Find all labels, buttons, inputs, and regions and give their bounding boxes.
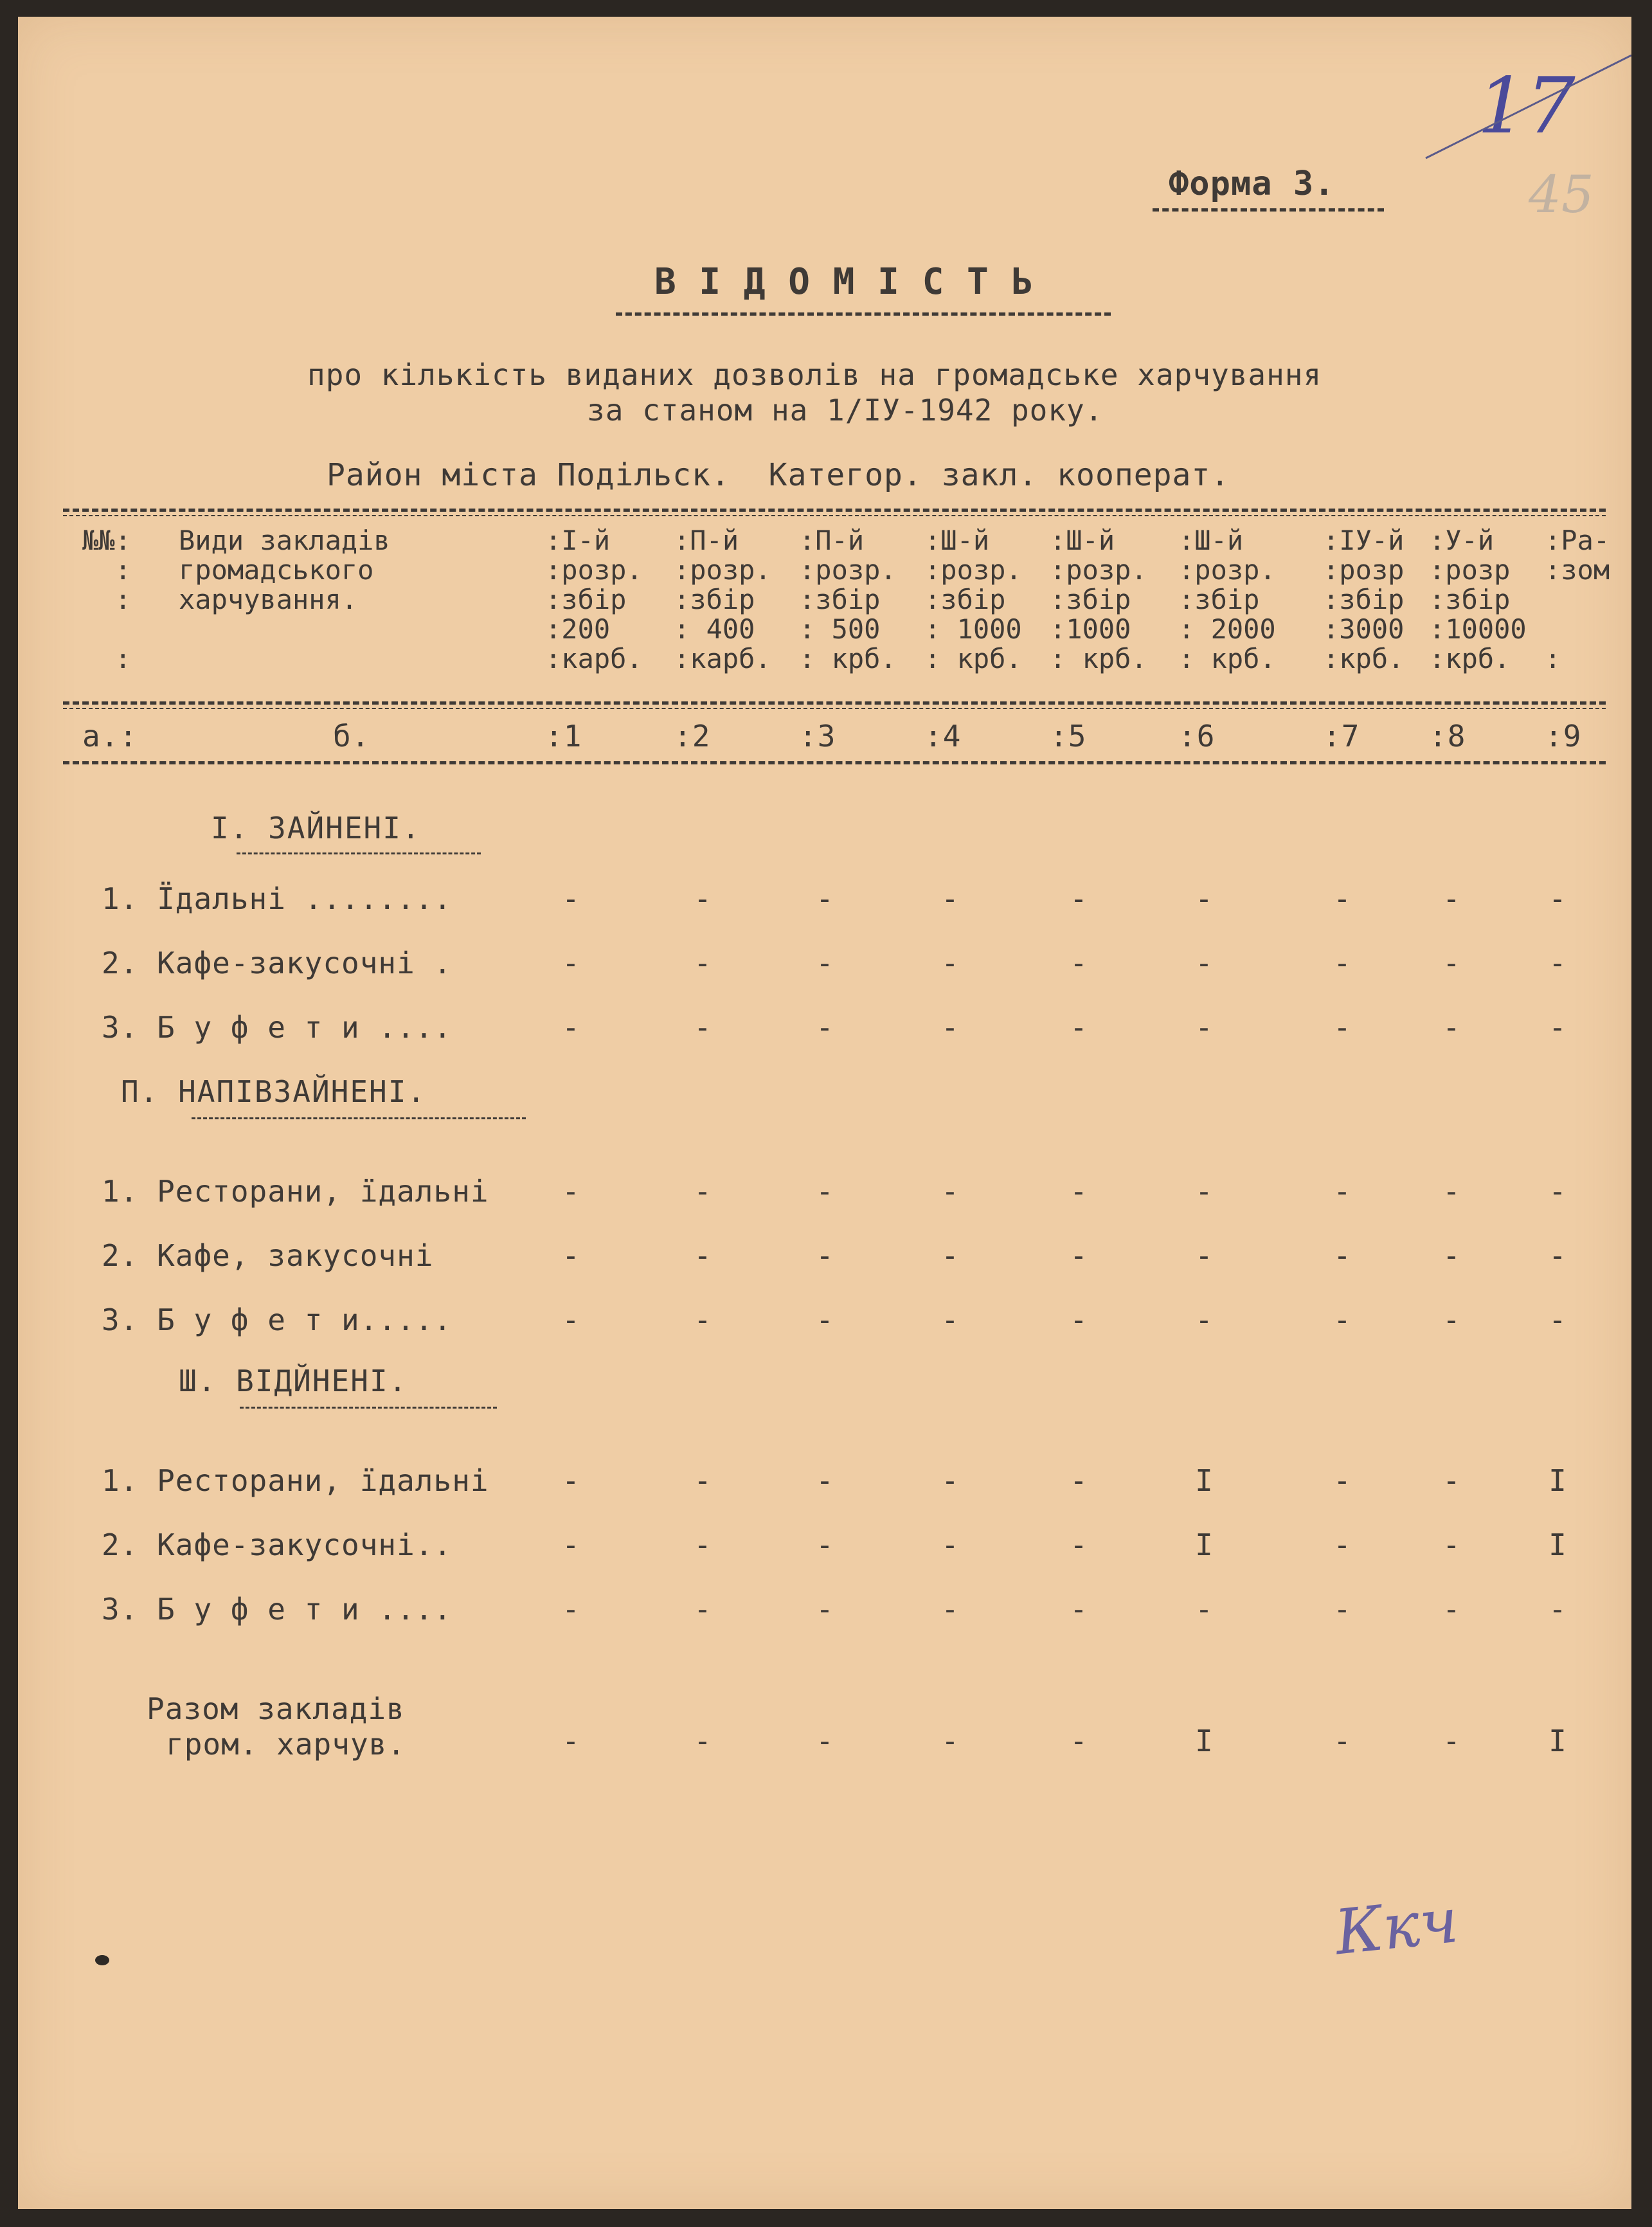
table-cell: -: [562, 1592, 580, 1627]
section-2-title: П. НАПІВЗАЙНЕНІ.: [121, 1074, 427, 1109]
table-cell: -: [816, 1238, 834, 1273]
header-col-7: :ІУ-й :розр :збір :3000 :крб.: [1323, 525, 1405, 674]
table-cell: І: [1195, 1528, 1213, 1562]
table-cell: І: [1549, 1528, 1567, 1562]
total-cell: -: [941, 1724, 959, 1758]
header-col-8: :У-й :розр :збір :10000 :крб.: [1429, 525, 1527, 674]
table-cell: -: [1333, 1528, 1351, 1562]
table-cell: -: [694, 1303, 712, 1337]
table-cell: -: [694, 1238, 712, 1273]
section-1-title: І. ЗАЙНЕНІ.: [211, 811, 421, 845]
table-cell: -: [1195, 1303, 1213, 1337]
table-top-rule: [63, 509, 1606, 512]
table-cell: -: [816, 1174, 834, 1209]
total-cell: -: [816, 1724, 834, 1758]
header-col-6: :Ш-й :розр. :збір : 2000 : крб.: [1178, 525, 1276, 674]
index-col-5: :5: [1050, 719, 1087, 753]
table-cell: -: [816, 1303, 834, 1337]
total-cell: -: [1333, 1724, 1351, 1758]
table-cell: -: [1195, 1010, 1213, 1045]
s1-row-1-label: 1. Їдальні ........: [102, 881, 453, 916]
index-col-4: :4: [924, 719, 962, 753]
total-label-line1: Разом закладів: [147, 1691, 405, 1726]
table-cell: -: [941, 1463, 959, 1498]
signature-text: Ккч: [1331, 1884, 1462, 1969]
table-cell: -: [694, 1528, 712, 1562]
s1-row-3-label: 3. Б у ф е т и ....: [102, 1010, 453, 1045]
table-cell: -: [941, 1010, 959, 1045]
table-cell: -: [816, 946, 834, 980]
index-col-9: :9: [1545, 719, 1582, 753]
s2-row-1-label: 1. Ресторани, їдальні: [102, 1174, 489, 1209]
header-kind: Види закладів громадського харчування.: [179, 525, 390, 615]
archive-old-page-number: 45: [1529, 165, 1594, 224]
document-page: [18, 17, 1631, 2209]
table-cell: -: [1442, 1010, 1460, 1045]
table-cell: -: [1070, 1010, 1088, 1045]
section-2-underline: [192, 1117, 526, 1119]
table-cell: -: [941, 1174, 959, 1209]
table-cell: -: [1333, 1238, 1351, 1273]
archive-page-number: 17: [1477, 62, 1576, 151]
table-cell: -: [562, 946, 580, 980]
table-cell: -: [941, 881, 959, 916]
table-cell: -: [1070, 1174, 1088, 1209]
table-cell: -: [1442, 1174, 1460, 1209]
table-cell: -: [1333, 1303, 1351, 1337]
index-kind: б.: [333, 719, 370, 753]
table-cell: -: [1549, 1010, 1567, 1045]
section-3-title: Ш. ВІДЙНЕНІ.: [179, 1364, 408, 1398]
total-cell: -: [694, 1724, 712, 1758]
table-cell: -: [1333, 1010, 1351, 1045]
table-cell: -: [1549, 1238, 1567, 1273]
table-cell: -: [694, 1463, 712, 1498]
table-cell: -: [941, 946, 959, 980]
table-cell: -: [816, 1463, 834, 1498]
table-cell: -: [1333, 1592, 1351, 1627]
total-cell: І: [1195, 1724, 1213, 1758]
table-cell: -: [562, 881, 580, 916]
table-cell: -: [1549, 1174, 1567, 1209]
table-cell: -: [816, 1010, 834, 1045]
table-cell: -: [1195, 1238, 1213, 1273]
table-cell: -: [1070, 1463, 1088, 1498]
table-cell: -: [1442, 1303, 1460, 1337]
index-bottom-rule: [63, 761, 1606, 764]
table-cell: -: [562, 1238, 580, 1273]
index-col-2: :2: [674, 719, 711, 753]
header-col-9: :Ра- :зом :: [1545, 525, 1610, 674]
table-cell: -: [1549, 946, 1567, 980]
table-cell: -: [816, 881, 834, 916]
document-subtitle-line1: про кількість виданих дозволів на громадське харчування: [307, 357, 1322, 392]
s2-row-2-label: 2. Кафе, закусочні: [102, 1238, 434, 1273]
s3-row-3-label: 3. Б у ф е т и ....: [102, 1592, 453, 1627]
table-cell: -: [1549, 1303, 1567, 1337]
index-num: а.:: [82, 719, 138, 753]
signature-mark: [1323, 1875, 1535, 1978]
table-cell: -: [941, 1592, 959, 1627]
table-cell: -: [1333, 1174, 1351, 1209]
table-cell: -: [1070, 1303, 1088, 1337]
table-cell: -: [1442, 1592, 1460, 1627]
table-cell: -: [694, 1174, 712, 1209]
table-cell: -: [1549, 1592, 1567, 1627]
table-cell: -: [1442, 881, 1460, 916]
table-cell: -: [1442, 946, 1460, 980]
table-cell: -: [941, 1303, 959, 1337]
table-cell: -: [941, 1238, 959, 1273]
table-cell: -: [1070, 881, 1088, 916]
table-cell: -: [694, 946, 712, 980]
table-cell: -: [816, 1528, 834, 1562]
total-cell: -: [562, 1724, 580, 1758]
index-col-6: :6: [1178, 719, 1216, 753]
district-category-line: Район міста Подільск. Категор. закл. кооперат.: [327, 457, 1230, 493]
archive-strike-line: [1419, 42, 1631, 171]
table-cell: -: [694, 1010, 712, 1045]
index-col-1: :1: [545, 719, 582, 753]
table-cell: -: [694, 881, 712, 916]
table-cell: -: [1070, 1238, 1088, 1273]
table-cell: -: [1070, 946, 1088, 980]
header-col-5: :Ш-й :розр. :збір :1000 : крб.: [1050, 525, 1147, 674]
total-label-line2: гром. харчув.: [166, 1727, 406, 1762]
s3-row-2-label: 2. Кафе-закусочні..: [102, 1528, 453, 1562]
table-cell: -: [1333, 1463, 1351, 1498]
table-cell: І: [1549, 1463, 1567, 1498]
table-cell: -: [1442, 1528, 1460, 1562]
total-cell: І: [1549, 1724, 1567, 1758]
table-cell: -: [1442, 1238, 1460, 1273]
index-col-8: :8: [1429, 719, 1466, 753]
table-cell: -: [1442, 1463, 1460, 1498]
table-cell: -: [1195, 946, 1213, 980]
table-cell: -: [1070, 1592, 1088, 1627]
document-title: В І Д О М І С Т Ь: [654, 261, 1034, 303]
table-cell: -: [1195, 1174, 1213, 1209]
table-cell: -: [562, 1303, 580, 1337]
table-top-rule-2: [63, 515, 1606, 516]
header-col-2: :П-й :розр. :збір : 400 :карб.: [674, 525, 771, 674]
table-cell: -: [694, 1592, 712, 1627]
header-col-3: :П-й :розр. :збір : 500 : крб.: [799, 525, 897, 674]
stray-mark: [95, 1955, 109, 1965]
header-num: №№: : : :: [82, 525, 131, 674]
index-col-7: :7: [1323, 719, 1360, 753]
table-cell: -: [562, 1528, 580, 1562]
header-col-4: :Ш-й :розр. :збір : 1000 : крб.: [924, 525, 1022, 674]
table-cell: -: [1333, 881, 1351, 916]
table-cell: -: [562, 1463, 580, 1498]
form-label: Форма 3.: [1169, 165, 1335, 203]
document-subtitle-line2: за станом на 1/ІУ-1942 року.: [587, 393, 1104, 428]
s1-row-2-label: 2. Кафе-закусочні .: [102, 946, 453, 980]
title-underline: [616, 312, 1111, 316]
table-cell: І: [1195, 1463, 1213, 1498]
index-col-3: :3: [799, 719, 836, 753]
table-cell: -: [1549, 881, 1567, 916]
total-cell: -: [1070, 1724, 1088, 1758]
header-bottom-rule: [63, 701, 1606, 705]
total-cell: -: [1442, 1724, 1460, 1758]
s3-row-1-label: 1. Ресторани, їдальні: [102, 1463, 489, 1498]
table-cell: -: [1070, 1528, 1088, 1562]
form-label-underline: [1153, 208, 1384, 212]
table-cell: -: [941, 1528, 959, 1562]
s2-row-3-label: 3. Б у ф е т и.....: [102, 1303, 453, 1337]
table-cell: -: [816, 1592, 834, 1627]
table-cell: -: [562, 1174, 580, 1209]
table-cell: -: [1195, 881, 1213, 916]
header-bottom-rule-2: [63, 708, 1606, 709]
section-1-underline: [237, 852, 481, 854]
section-3-underline: [240, 1407, 497, 1409]
header-col-1: :І-й :розр. :збір :200 :карб.: [545, 525, 643, 674]
table-cell: -: [1333, 946, 1351, 980]
table-cell: -: [1195, 1592, 1213, 1627]
table-cell: -: [562, 1010, 580, 1045]
